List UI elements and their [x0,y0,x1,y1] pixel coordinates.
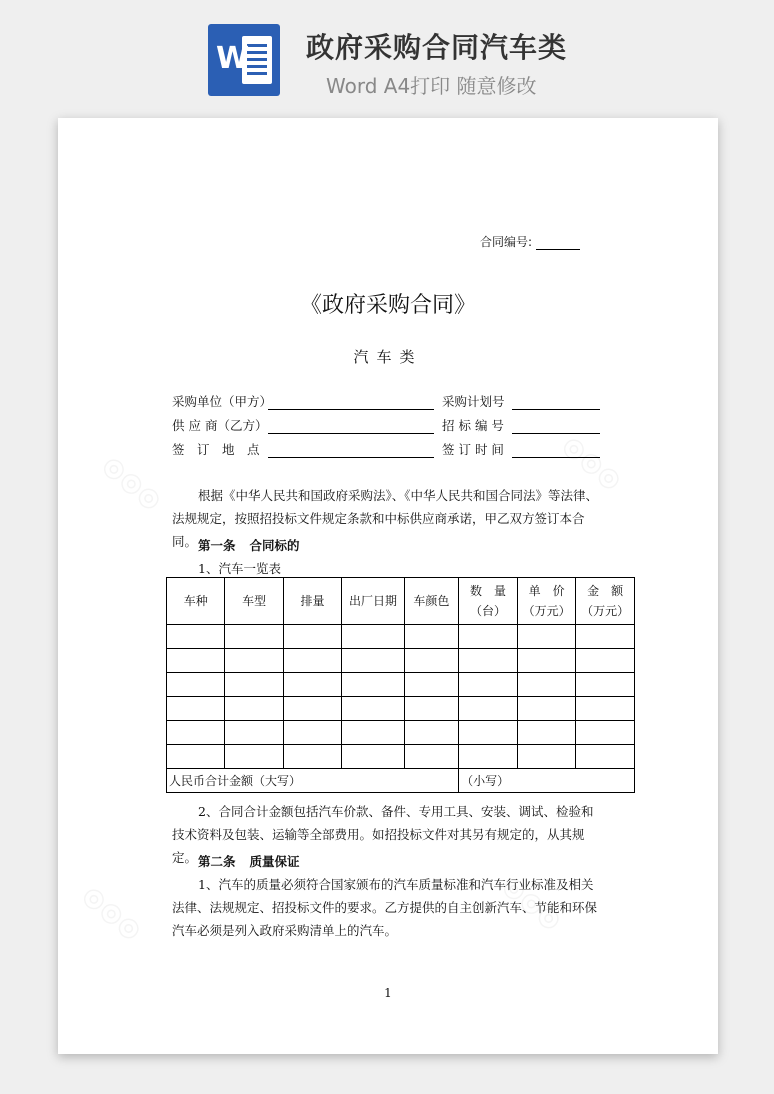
table-row [167,673,635,697]
column-header: 金 额 （万元） [576,578,635,625]
article-title: 合同标的 [249,538,300,553]
banner [0,0,774,110]
column-header: 排量 [283,578,341,625]
article-2-heading [198,852,300,870]
banner-title: 政府采购合同汽车类 [306,31,568,64]
info-blank[interactable] [268,397,434,410]
column-header: 单 价 （万元） [517,578,576,625]
column-header: 数 量 （台） [459,578,518,625]
info-blank[interactable] [512,397,600,410]
paragraph-2: 2、合同合计金额包括汽车价款、备件、专用工具、安装、调试、检验和技术资料及包装、运输等全部费用。如招投标文件对其另有规定的，从其规定。 [172,804,594,865]
column-header: 车颜色 [404,578,458,625]
vehicle-table [166,577,635,793]
banner-subtitle: Word A4打印 随意修改 [326,74,537,98]
document-title: 《政府采购合同》 [299,293,476,318]
word-icon [208,24,280,96]
info-row [172,440,600,458]
table-row [167,697,635,721]
table-row [167,649,635,673]
column-header: 出厂日期 [342,578,404,625]
contract-number-blank[interactable] [536,237,580,250]
total-amount-words: 人民币合计金额（大写） [167,769,459,793]
total-amount-figures: （小写） [459,769,635,793]
page-number: 1 [384,986,392,1000]
info-label: 供 应 商（乙方） [172,418,268,433]
info-row [172,392,600,410]
table-row [167,745,635,769]
contract-number [480,233,580,250]
list-label: 1、汽车一览表 [198,561,281,576]
table-row [167,721,635,745]
column-header: 车种 [167,578,225,625]
info-blank[interactable] [268,421,434,434]
article-number: 第二条 [198,854,236,869]
info-row [172,416,600,434]
intro-paragraph: 根据《中华人民共和国政府采购法》、《中华人民共和国合同法》等法律、法规规定，按照招投标文件规定条款和中标供应商承诺，甲乙双方签订本合同。 [172,488,599,549]
word-logo-letter: W [216,41,250,76]
article-1-heading [198,536,300,554]
info-blank[interactable] [268,445,434,458]
info-blank[interactable] [512,421,600,434]
table-row [167,625,635,649]
article-number: 第一条 [198,538,236,553]
info-blank[interactable] [512,445,600,458]
document-subtitle: 汽车类 [353,348,423,366]
contract-number-label: 合同编号: [480,235,533,249]
total-row [167,769,635,793]
info-label: 采购单位（甲方） [172,394,273,409]
watermark [96,450,167,517]
info-label: 签 订 地 点 [172,442,260,457]
watermark [76,880,147,947]
table-header-row [167,578,635,625]
info-label: 签 订 时 间 [442,442,504,457]
paragraph-3: 1、汽车的质量必须符合国家颁布的汽车质量标准和汽车行业标准及相关法律、法规规定、招投标文件的要求。乙方提供的自主创新汽车、节能和环保汽车必须是列入政府采购清单上的汽车。 [172,877,598,938]
document-page [58,118,718,1054]
column-header: 车型 [225,578,283,625]
article-title: 质量保证 [249,854,300,869]
info-label: 招 标 编 号 [442,418,504,433]
info-label: 采购计划号 [442,394,505,409]
